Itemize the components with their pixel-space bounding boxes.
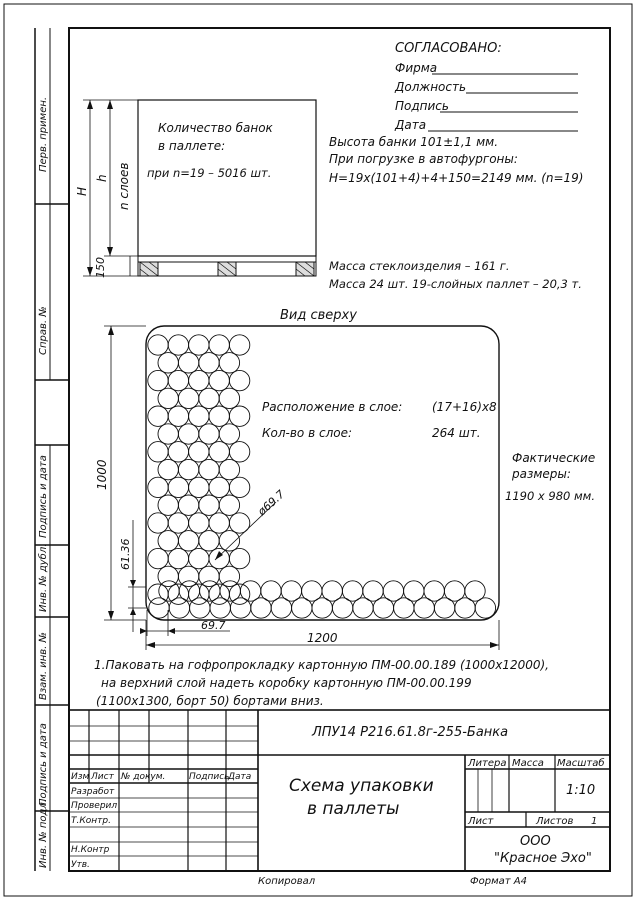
can-circle xyxy=(342,581,362,601)
can-circle xyxy=(404,581,424,601)
approval-position: Должность xyxy=(395,80,467,94)
row-tkontr: Т.Контр. xyxy=(71,816,111,826)
can-circle xyxy=(148,548,168,568)
count-value: 264 шт. xyxy=(432,426,481,440)
can-circle xyxy=(229,548,249,568)
can-circle xyxy=(199,388,219,408)
row-razrab: Разработ xyxy=(71,787,115,797)
litera-header: Литера xyxy=(468,758,507,769)
side-view xyxy=(75,100,316,278)
can-circle xyxy=(383,581,403,601)
actual-size-value: 1190 x 980 мм. xyxy=(505,489,595,503)
col-sign: Подпись xyxy=(189,772,230,782)
can-circle xyxy=(148,335,168,355)
can-circle xyxy=(444,581,464,601)
can-circle xyxy=(168,335,188,355)
can-circle xyxy=(229,370,249,390)
approval-firm: Фирма xyxy=(395,61,438,75)
can-circle xyxy=(148,370,168,390)
instructions xyxy=(94,658,549,708)
can-layout xyxy=(148,335,496,618)
note-can-height: Высота банки 101±1,1 мм. xyxy=(329,135,499,149)
can-circle xyxy=(240,581,260,601)
can-circle xyxy=(178,424,198,444)
side-view-deck xyxy=(138,256,316,262)
strip-label-sign-date-2: Подпись и дата xyxy=(38,723,49,806)
listov-value: 1 xyxy=(591,816,598,827)
can-circle xyxy=(158,459,178,479)
can-circle xyxy=(168,477,188,497)
can-circle xyxy=(281,581,301,601)
can-circle xyxy=(199,531,219,551)
row-utv: Утв. xyxy=(71,860,90,870)
can-circle xyxy=(189,370,209,390)
can-circle xyxy=(229,335,249,355)
strip-label-perv: Перв. примен. xyxy=(38,96,49,172)
can-circle xyxy=(158,388,178,408)
pallet-blocks xyxy=(140,262,314,276)
can-circle xyxy=(261,581,281,601)
massa-header: Масса xyxy=(512,758,544,769)
can-circle xyxy=(158,495,178,515)
dim-pitch-v-label: 61.36 xyxy=(119,538,132,570)
drawing-name-1: Схема упаковки xyxy=(289,776,434,796)
can-circle xyxy=(363,581,383,601)
can-circle xyxy=(199,424,219,444)
layout-label: Расположение в слое: xyxy=(262,400,403,414)
row-provers: Проверил xyxy=(71,801,118,811)
top-view-title: Вид сверху xyxy=(280,308,357,323)
can-circle xyxy=(158,531,178,551)
dim-h-label: h xyxy=(95,174,109,182)
approval-date: Дата xyxy=(395,118,427,132)
can-circle xyxy=(168,370,188,390)
approval-title: СОГЛАСОВАНО: xyxy=(395,41,502,56)
can-circle xyxy=(199,459,219,479)
instruction-line-2: на верхний слой надеть коробку картонную ПМ-00.00.199 xyxy=(101,676,472,690)
can-circle xyxy=(219,459,239,479)
note-glass-mass: Масса стеклоизделия – 161 г. xyxy=(329,259,510,273)
can-circle xyxy=(229,406,249,426)
col-doc: № докум. xyxy=(121,772,166,782)
can-circle xyxy=(178,531,198,551)
can-circle xyxy=(465,581,485,601)
can-circle xyxy=(322,581,342,601)
dim-pitch-h-label: 69.7 xyxy=(201,619,226,632)
approval-block xyxy=(394,41,578,132)
can-circle xyxy=(219,531,239,551)
dim-H-label: H xyxy=(75,186,89,196)
drawing-name-2: в паллеты xyxy=(307,799,400,819)
can-circle xyxy=(189,442,209,462)
can-circle xyxy=(189,477,209,497)
top-view xyxy=(95,308,595,650)
can-circle xyxy=(219,495,239,515)
can-circle xyxy=(229,477,249,497)
can-circle xyxy=(189,513,209,533)
can-circle xyxy=(168,513,188,533)
strip-label-vzam-inv: Взам. инв. № xyxy=(38,632,49,700)
can-circle xyxy=(189,548,209,568)
dim-layers-label: n слоев xyxy=(117,162,131,210)
col-izm: Изм xyxy=(71,772,90,782)
note-pallet-mass: Масса 24 шт. 19-слойных паллет – 20,3 т. xyxy=(329,277,582,291)
can-circle xyxy=(209,477,229,497)
can-circle xyxy=(168,406,188,426)
can-circle xyxy=(209,335,229,355)
qty-title-1: Количество банок xyxy=(158,121,273,135)
note-formula: H=19x(101+4)+4+150=2149 мм. (n=19) xyxy=(329,171,584,185)
approval-signature: Подпись xyxy=(395,99,449,113)
footer-copied: Копировал xyxy=(258,876,316,887)
can-circle xyxy=(178,459,198,479)
can-circle xyxy=(199,495,219,515)
can-circle xyxy=(178,495,198,515)
org-line-1: ООО xyxy=(520,834,551,849)
can-circle xyxy=(302,581,322,601)
dim-1200-label: 1200 xyxy=(307,631,338,645)
dim-diameter-label: ø69.7 xyxy=(255,487,288,519)
masshtab-header: Масштаб xyxy=(557,758,605,769)
qty-title-2: в паллете: xyxy=(158,139,226,153)
layout-value: (17+16)x8 xyxy=(432,400,497,414)
footer-format: Формат А4 xyxy=(470,876,527,887)
can-circle xyxy=(199,353,219,373)
left-strip xyxy=(35,28,69,871)
can-circle xyxy=(168,442,188,462)
can-circle xyxy=(148,477,168,497)
dim-150-label: 150 xyxy=(94,257,107,278)
col-list: Лист xyxy=(91,772,114,782)
can-circle xyxy=(209,442,229,462)
instruction-line-3: (1100x1300, борт 50) бортами вниз. xyxy=(96,694,324,708)
strip-label-sprav: Справ. № xyxy=(38,306,49,355)
strip-label-inv-podl: Инв. № подл. xyxy=(38,799,49,868)
can-circle xyxy=(189,406,209,426)
designation: ЛПУ14 Р216.61.8г-255-Банка xyxy=(312,725,509,740)
can-circle xyxy=(189,335,209,355)
list-label: Лист xyxy=(468,816,494,827)
strip-label-inv-dubl: Инв. № дубл. xyxy=(38,543,49,612)
count-label: Кол-во в слое: xyxy=(262,426,353,440)
can-circle xyxy=(219,353,239,373)
row-nkontr: Н.Контр xyxy=(71,845,110,855)
can-circle xyxy=(168,548,188,568)
dim-1000-label: 1000 xyxy=(95,459,109,490)
notes-block xyxy=(329,135,584,291)
can-circle xyxy=(209,406,229,426)
can-circle xyxy=(229,442,249,462)
can-circle xyxy=(424,581,444,601)
actual-size-label-1: Фактические xyxy=(512,451,596,465)
can-circle xyxy=(209,513,229,533)
actual-size-label-2: размеры: xyxy=(512,467,571,481)
listov-label: Листов xyxy=(536,816,574,827)
can-circle xyxy=(209,370,229,390)
can-circle xyxy=(158,353,178,373)
note-truck-loading: При погрузке в автофургоны: xyxy=(329,152,518,166)
col-date: Дата xyxy=(228,772,252,782)
can-circle xyxy=(148,513,168,533)
can-circle xyxy=(219,388,239,408)
can-circle xyxy=(178,388,198,408)
can-circle xyxy=(219,424,239,444)
can-circle xyxy=(148,442,168,462)
title-block xyxy=(69,710,610,871)
can-circle xyxy=(158,424,178,444)
org-line-2: "Красное Эхо" xyxy=(494,851,592,866)
can-circle xyxy=(178,353,198,373)
strip-label-sign-date-1: Подпись и дата xyxy=(38,455,49,538)
can-circle xyxy=(148,406,168,426)
instruction-line-1: 1.Паковать на гофропрокладку картонную ПМ-00.00.189 (1000x12000), xyxy=(94,658,549,672)
qty-value: при n=19 – 5016 шт. xyxy=(147,166,272,180)
scale-value: 1:10 xyxy=(566,783,596,798)
